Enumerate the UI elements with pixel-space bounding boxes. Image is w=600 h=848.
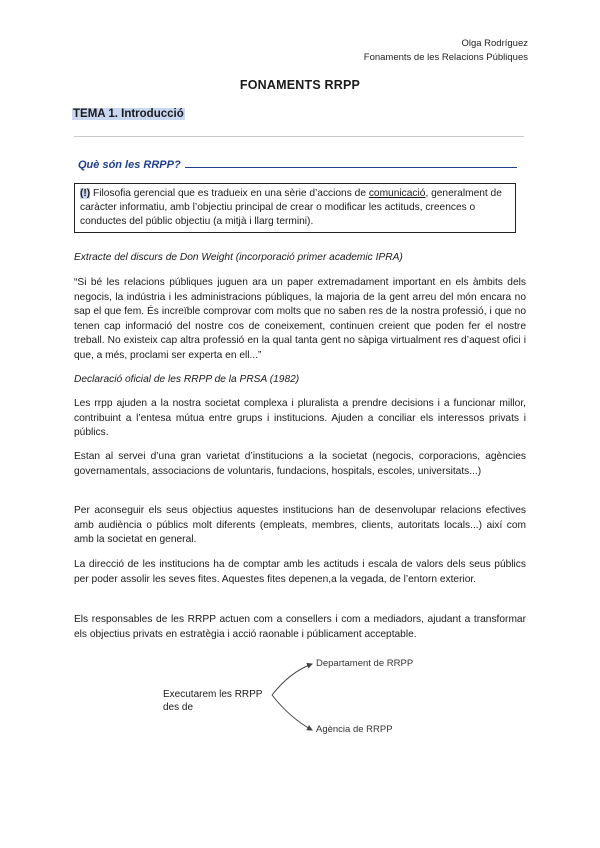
- diagram-branch-department: Departament de RRPP: [316, 658, 414, 669]
- header-course: Fonaments de les Relacions Públiques: [363, 52, 528, 63]
- header-author: Olga Rodríguez: [461, 38, 528, 49]
- arrow-top: [272, 664, 312, 695]
- extract-heading: Extracte del discurs de Don Weight (incorporació primer academic IPRA): [74, 252, 403, 263]
- weight-quote: “Si bé les relacions públiques juguen ara un paper extremadament important en els àmbits dels negocis, la indústria i les administracions públiques, la majoria de la gent arreu del món encara no sap el que fem. És increïble comprovar com molts que no saben res de la nostra professió, i que no tenen cap informació del nostre cos de coneixement, continuen creient que poden fer el nostre treball. No existeix cap altra professió en la qual tanta gent no sàpiga virtualment res d’aquest ofici i que, a més, proclami ser experta en ell...”: [74, 277, 526, 361]
- document-title: FONAMENTS RRPP: [239, 78, 361, 92]
- paragraph-4: La direcció de les institucions ha de comptar amb les actituds i escala de valors dels seus públics per poder assolir les seves fites. Aquestes fites depenen,a la vegada, de l’entorn exterior.: [74, 559, 526, 585]
- diagram-label: Executarem les RRPP des de: [163, 689, 263, 713]
- exclamation-icon: (!): [80, 188, 91, 199]
- paragraph-3: Per aconseguir els seus objectius aquestes institucions han de desenvolupar relacions efectives amb audiència o públics molt diferents (empleats, membres, clients, autoritats locals...) així com amb la societat en general.: [74, 505, 526, 545]
- definition-underlined-word: comunicació: [368, 188, 426, 199]
- arrow-bottom: [272, 695, 312, 730]
- paragraph-1: Les rrpp ajuden a la nostra societat complexa i pluralista a prendre decisions i a funcionar millor, contribuint a l’entesa mútua entre grups i institucions. Ajuden a conciliar els interessos privats i públics.: [74, 398, 526, 438]
- section-heading-tema: TEMA 1. Introducció: [73, 108, 184, 120]
- paragraph-2: Estan al servei d’una gran varietat d’institucions a la societat (negocis, corporacions, agències governamentals, associacions de voluntaris, fundacions, hospitals, escoles, universitats...): [74, 451, 526, 477]
- definition-text-before: Filosofia gerencial que es tradueix en una sèrie d’accions de: [90, 188, 369, 199]
- question-text: Què són les RRPP?: [78, 159, 181, 171]
- prsa-heading: Declaració oficial de les RRPP de la PRSA (1982): [74, 374, 300, 385]
- diagram-branch-agency: Agència de RRPP: [316, 724, 393, 735]
- definition-text-after: , generalment de caràcter informatiu, amb l’objectiu principal de crear o modificar les actituds, creences o conductes del públic objectiu (a mitjà i llarg termini).: [80, 188, 502, 227]
- paragraph-5: Els responsables de les RRPP actuen com a consellers i com a mediadors, ajudant a transformar els objectius privats en estratègia i acció raonable i públicament acceptable.: [74, 614, 526, 640]
